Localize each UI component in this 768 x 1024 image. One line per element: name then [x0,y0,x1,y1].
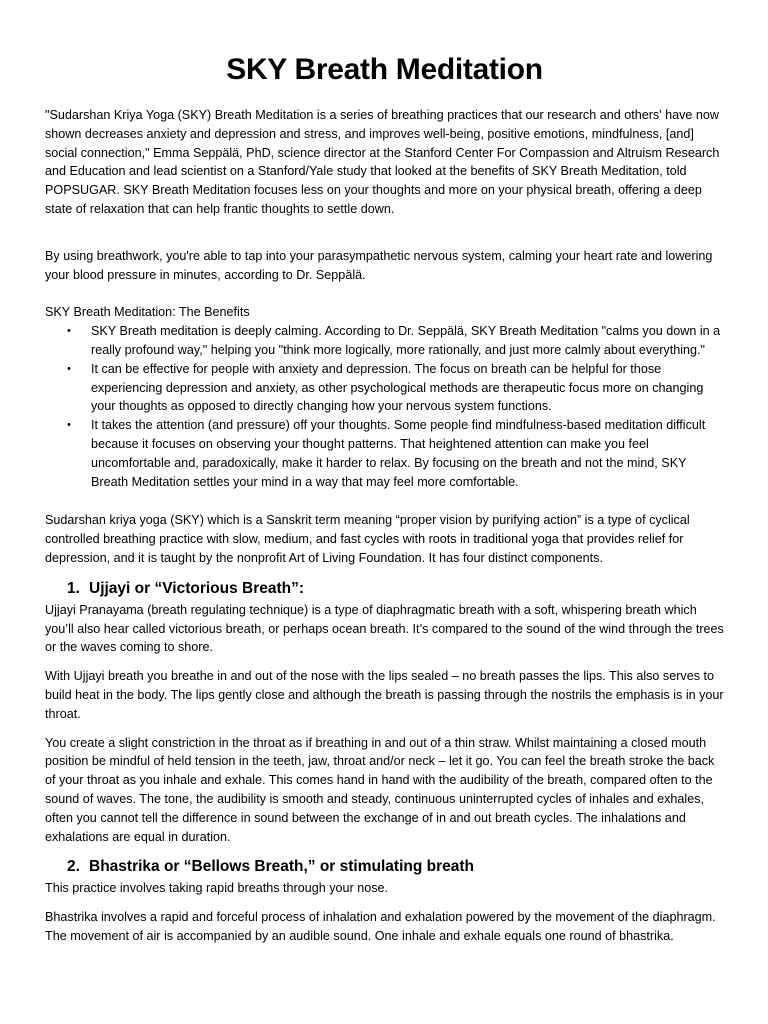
section-heading-text: Ujjayi or “Victorious Breath”: [89,579,305,597]
section-ujjayi [45,578,724,847]
benefits-list [45,322,724,491]
ujjayi-paragraph-1: Ujjayi Pranayama (breath regulating technique) is a type of diaphragmatic breath with a soft, whispering breath which you’ll also hear called victorious breath, or perhaps ocean breath. It’s compared to the sound of the wind through the trees or the waves coming to shore. [45,602,724,655]
list-item [45,360,724,416]
section-number: 1. [67,579,80,597]
ujjayi-paragraph-2: With Ujjayi breath you breathe in and out of the nose with the lips sealed – no breath passes the lips. This also serves to build heat in the body. The lips gently close and although the breath is passing through the nostrils the emphasis is in your throat. [45,669,724,721]
breathwork-paragraph: By using breathwork, you're able to tap into your parasympathetic nervous system, calming your heart rate and lowering your blood pressure in minutes, according to Dr. Seppälä. [45,248,713,282]
list-item [45,416,724,491]
section-heading-text: Bhastrika or “Bellows Breath,” or stimulating breath [89,858,474,876]
page-title: SKY Breath Meditation [226,53,543,86]
benefits-heading: SKY Breath Meditation: The Benefits [45,305,250,320]
ujjayi-paragraph-3: You create a slight constriction in the throat as if breathing in and out of a thin straw. Whilst maintaining a closed mouth position be mindful of held tension in the teeth, jaw, throat and/or neck – let it go. You can feel the breath stroke the back of your throat as you inhale and exhale. This comes hand in hand with the audibility of the breath, compared often to the sound of waves. The tone, the audibility is smooth and steady, continuous uninterrupted cycles of inhales and exhales, often you cannot tell the difference in sound between the exchange of in and out breath cycles. The inhalations and exhalations are equal in duration. [45,735,715,844]
section-number: 2. [67,858,80,876]
section-bhastrika [45,856,724,945]
benefit-text: SKY Breath meditation is deeply calming. According to Dr. Seppälä, SKY Breath Meditation "calms you down in a really profound way," helping you "think more logically, more rationally, and just more calmly about everything." [91,324,721,357]
bhastrika-paragraph-1: This practice involves taking rapid breaths through your nose. [45,881,389,896]
section-heading [45,856,724,878]
section-heading [45,578,724,600]
bullet-icon: • [67,325,71,338]
benefit-text: It takes the attention (and pressure) off your thoughts. Some people find mindfulness-based meditation difficult because it focuses on observing your thought patterns. That heightened attention can make you feel uncomfortable and, paradoxically, make it harder to relax. By focusing on the breath and not the mind, SKY Breath Meditation settles your mind in a way that may feel more comfortable. [91,418,706,489]
intro-paragraph: "Sudarshan Kriya Yoga (SKY) Breath Meditation is a series of breathing practices that our research and others' have now shown decreases anxiety and depression and stress, and improves well-being, positive emotions, mindfulness, [and] social connection," Emma Seppälä, PhD, science director at the Stanford Center For Compassion and Altruism Research and Education and lead scientist on a Stanford/Yale study that looked at the benefits of SKY Breath Meditation, told POPSUGAR. SKY Breath Meditation focuses less on your thoughts and more on your physical breath, offering a deep state of relaxation that can help frantic thoughts to settle down. [45,108,720,216]
bhastrika-paragraph-2: Bhastrika involves a rapid and forceful process of inhalation and exhalation powered by the movement of the diaphragm. The movement of air is accompanied by an audible sound. One inhale and exhale equals one round of bhastrika. [45,910,716,943]
bullet-icon: • [67,362,71,375]
bullet-icon: • [67,419,71,432]
benefit-text: It can be effective for people with anxiety and depression. The focus on breath can be helpful for those experiencing depression and anxiety, as other psychological methods are therapeutic focus more on changing your thoughts as opposed to directly changing how your nervous system functions. [91,361,704,414]
sanskrit-paragraph: Sudarshan kriya yoga (SKY) which is a Sanskrit term meaning “proper vision by purifying action” is a type of cyclical controlled breathing practice with slow, medium, and fast cycles with roots in traditional yoga that provides relief for depression, and it is taught by the nonprofit Art of Living Foundation. It has four distinct components. [45,513,690,565]
list-item [45,322,724,360]
